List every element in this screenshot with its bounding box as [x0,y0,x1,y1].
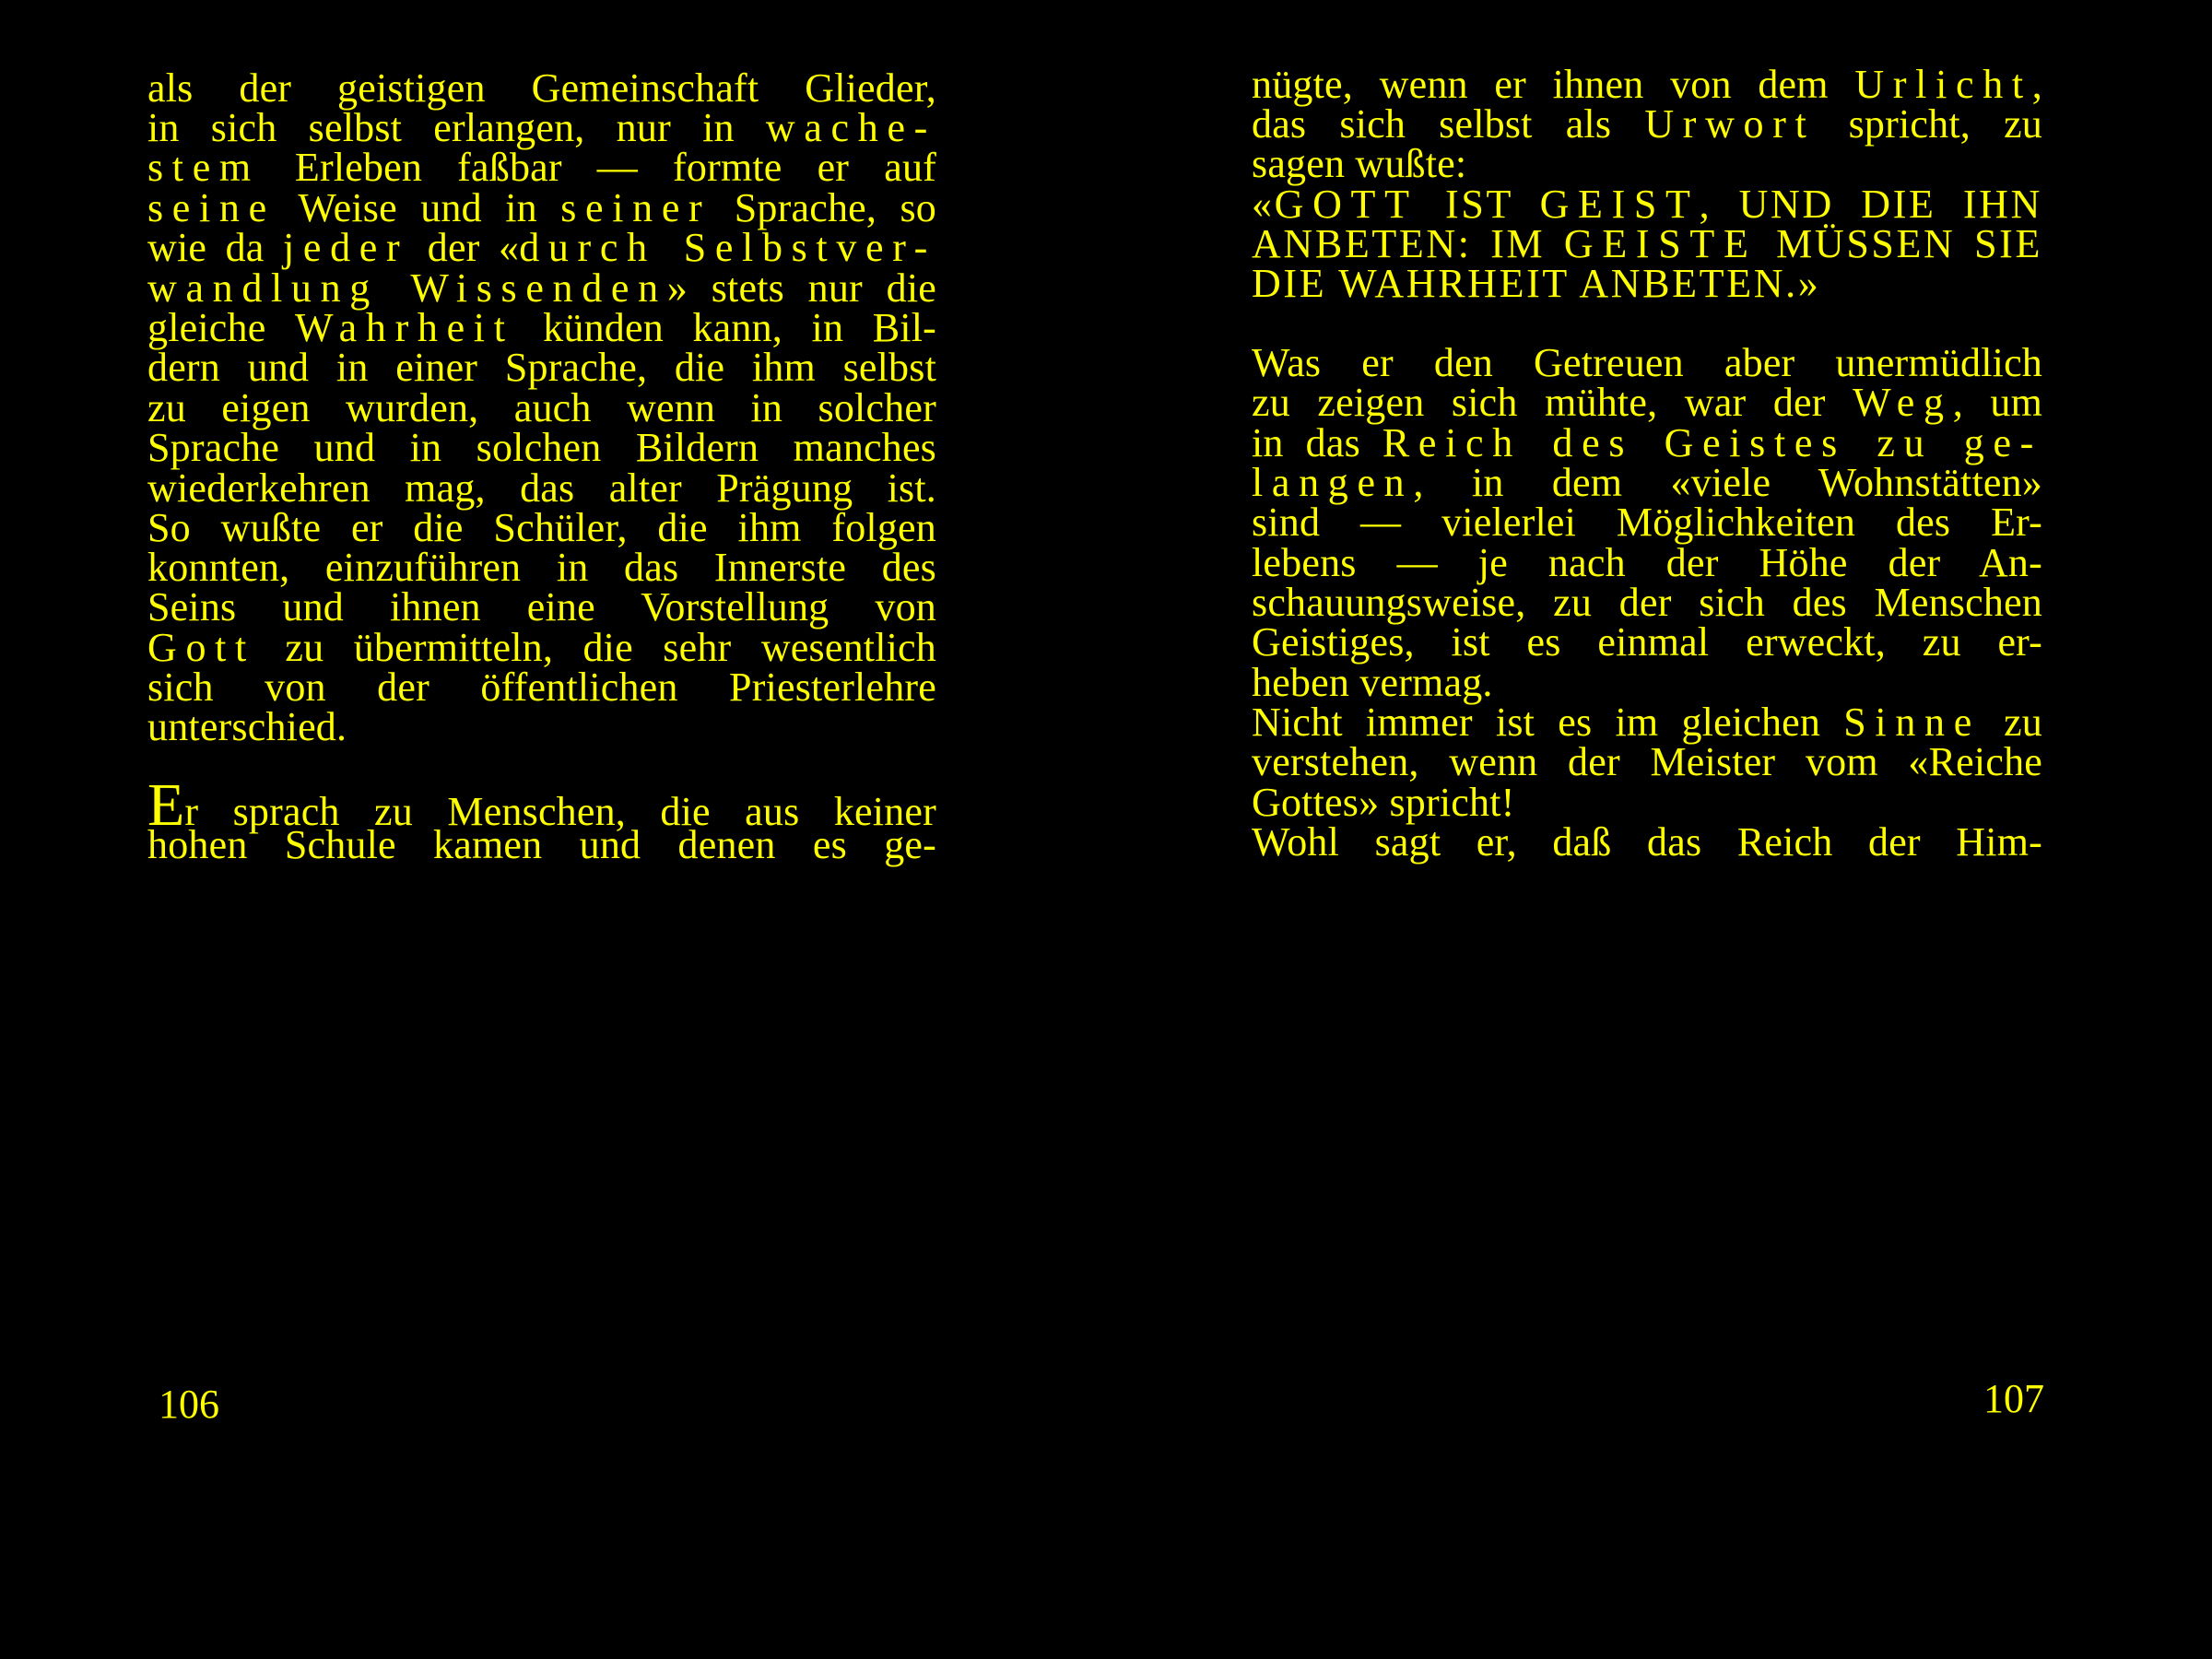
text-line: gleiche Wahrheit künden kann, in Bil- [147,305,936,350]
text-line: sind — vielerlei Möglichkeiten des Er- [1252,500,2042,545]
text-line: So wußte er die Schüler, die ihm folgen [147,505,936,550]
text-line: wie da jeder der «durch Selbstver- [147,225,937,270]
text-line: konnten, einzuführen in das Innerste des [147,545,936,590]
page-number-right: 107 [1983,1376,2044,1421]
text-line: Seins und ihnen eine Vorstellung von [147,584,936,629]
text-line: heben vermag. [1252,660,1493,705]
text-line: verstehen, wenn der Meister vom «Reiche [1252,739,2042,784]
text-line: Er sprach zu Menschen, die aus keiner [147,771,936,839]
text-line: «GOTT IST GEIST, UND DIE IHN [1252,182,2043,227]
text-line: sich von der öffentlichen Priesterlehre [147,665,936,710]
text-line: stem Erleben faßbar — formte er auf [147,145,936,190]
text-line: in sich selbst erlangen, nur in wache- [147,105,936,150]
text-line: Geistiges, ist es einmal erweckt, zu er- [1252,619,2042,665]
text-line: DIE WAHRHEIT ANBETEN.» [1252,261,1821,306]
text-line: Sprache und in solchen Bildern manches [147,425,936,470]
drop-cap: E [147,771,185,839]
text-line: in das Reich des Geistes zu ge- [1252,420,2042,465]
right-page [1106,0,2212,1659]
text-line: Gott zu übermitteln, die sehr wesentlich [147,625,936,670]
text-line: langen, in dem «viele Wohnstätten» [1252,460,2042,505]
text-line: zu eigen wurden, auch wenn in solcher [147,385,936,430]
page-number-left: 106 [159,1382,219,1427]
text-line: sagen wußte: [1252,141,1467,186]
text-line: ANBETEN: IM GEISTE MÜSSEN SIE [1252,221,2042,266]
text-line: als der geistigen Gemeinschaft Glieder, [147,65,936,111]
text-line: wandlung Wissenden» stets nur die [147,265,936,311]
text-line: lebens — je nach der Höhe der An- [1252,540,2042,585]
text-line: das sich selbst als Urwort spricht, zu [1252,101,2043,147]
text-line: unterschied. [147,704,347,749]
text-line: nügte, wenn er ihnen von dem Urlicht, [1252,62,2042,107]
text-line: zu zeigen sich mühte, war der Weg, um [1252,380,2043,425]
text-line: Wohl sagt er, daß das Reich der Him- [1252,819,2042,865]
text-line: dern und in einer Sprache, die ihm selbst [147,345,936,390]
text-line: seine Weise und in seiner Sprache, so [147,185,936,230]
text-line: wiederkehren mag, das alter Prägung ist. [147,465,936,511]
text-line: Gottes» spricht! [1252,780,1515,825]
text-line: schauungsweise, zu der sich des Menschen [1252,580,2042,625]
text-line: hohen Schule kamen und denen es ge- [147,822,936,867]
text-line: Nicht immer ist es im gleichen Sinne zu [1252,700,2043,745]
text-line: Was er den Getreuen aber unermüdlich [1252,340,2042,385]
